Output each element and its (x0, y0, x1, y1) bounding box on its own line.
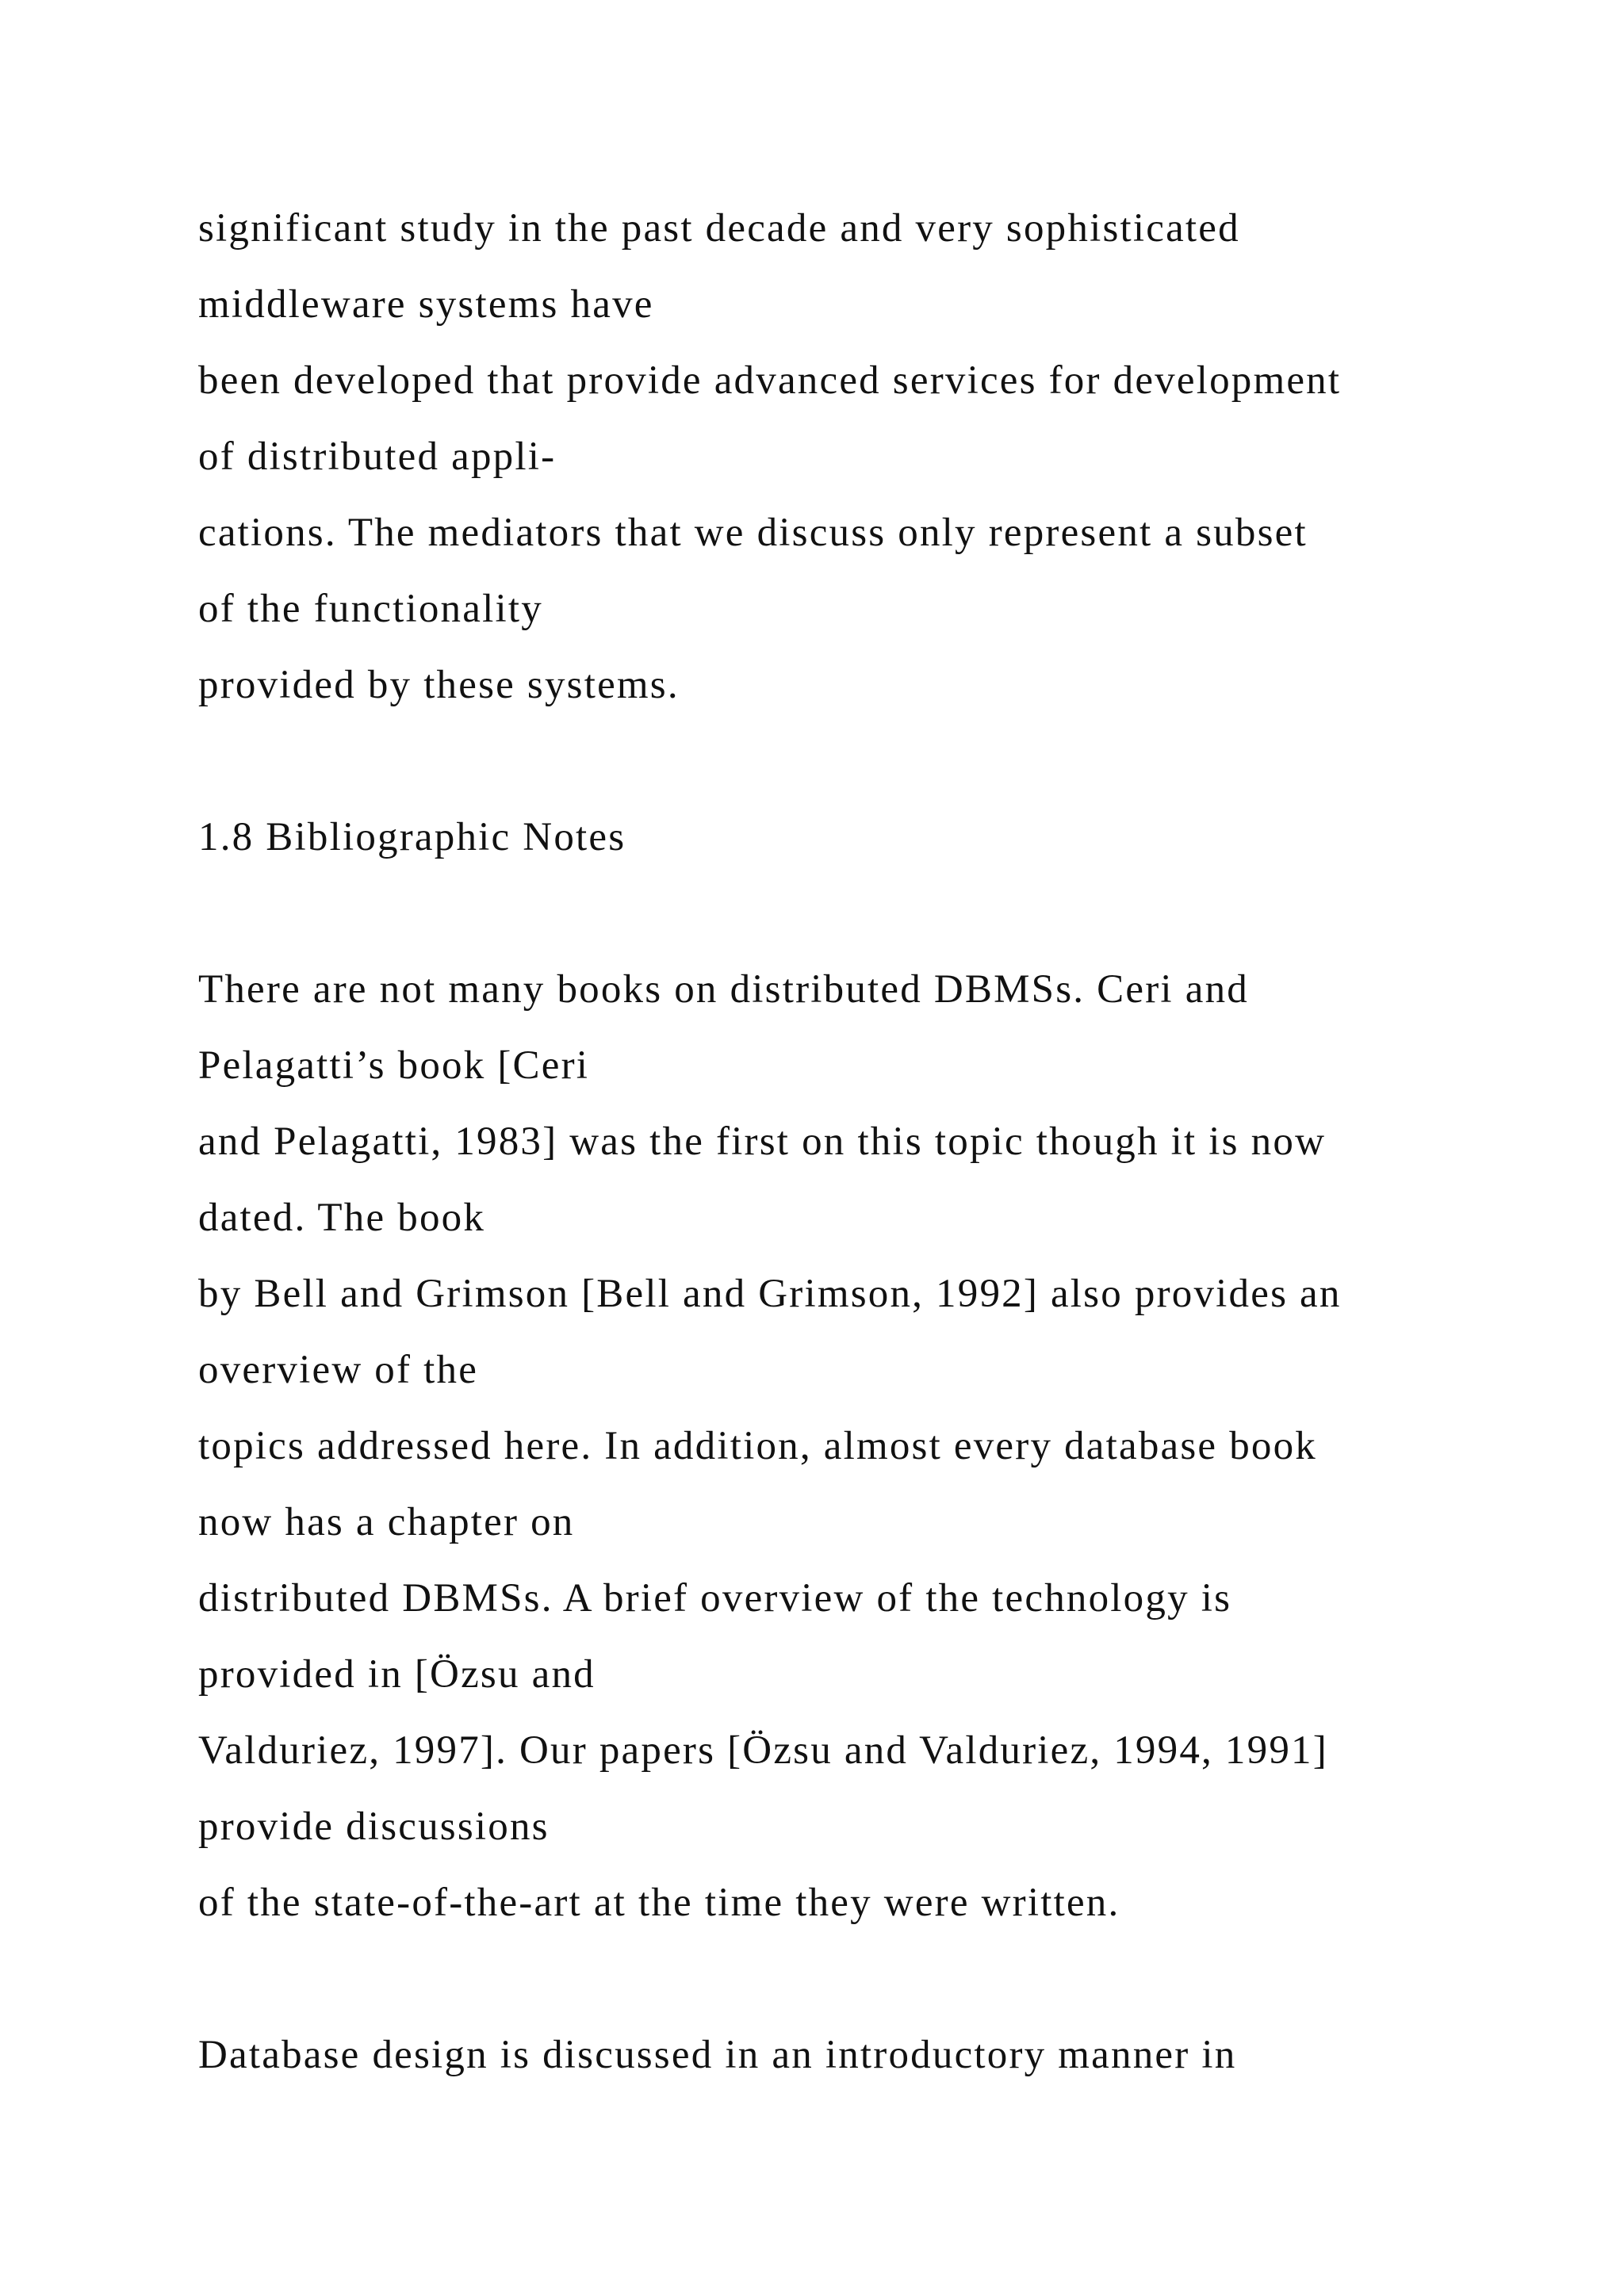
section-heading: 1.8 Bibliographic Notes (198, 815, 626, 859)
paragraph-spacer (198, 1941, 1546, 2017)
paragraph-design (198, 2017, 1546, 2093)
paragraph-books (198, 951, 1546, 1941)
text-line: of distributed appli- (198, 434, 557, 479)
text-line: Database design is discussed in an introductory manner in (198, 2033, 1237, 2077)
text-line: cations. The mediators that we discuss only represent a subset (198, 511, 1308, 555)
text-line: provide discussions (198, 1804, 550, 1849)
text-line: significant study in the past decade and very sophisticated (198, 206, 1240, 251)
text-line: overview of the (198, 1348, 479, 1392)
text-line: dated. The book (198, 1196, 486, 1240)
text-line: now has a chapter on (198, 1500, 575, 1544)
text-line: by Bell and Grimson [Bell and Grimson, 1992] also provides an (198, 1272, 1342, 1316)
paragraph-intro (198, 190, 1546, 723)
paragraph-spacer (198, 723, 1546, 799)
text-line: and Pelagatti, 1983] was the first on this topic though it is now (198, 1119, 1327, 1164)
text-line: middleware systems have (198, 282, 654, 327)
document-page (198, 190, 1546, 2093)
text-line: of the functionality (198, 587, 543, 631)
text-line: topics addressed here. In addition, almost every database book (198, 1424, 1318, 1468)
text-line: been developed that provide advanced services for development (198, 358, 1342, 403)
text-line: provided by these systems. (198, 663, 680, 707)
text-line: Pelagatti’s book [Ceri (198, 1043, 590, 1088)
text-line: There are not many books on distributed DBMSs. Ceri and (198, 967, 1249, 1012)
text-line: of the state-of-the-art at the time they were written. (198, 1881, 1120, 1925)
text-line: provided in [Özsu and (198, 1652, 596, 1697)
text-line: Valduriez, 1997]. Our papers [Özsu and Valduriez, 1994, 1991] (198, 1728, 1328, 1773)
text-line: distributed DBMSs. A brief overview of the technology is (198, 1576, 1232, 1621)
paragraph-spacer (198, 875, 1546, 951)
